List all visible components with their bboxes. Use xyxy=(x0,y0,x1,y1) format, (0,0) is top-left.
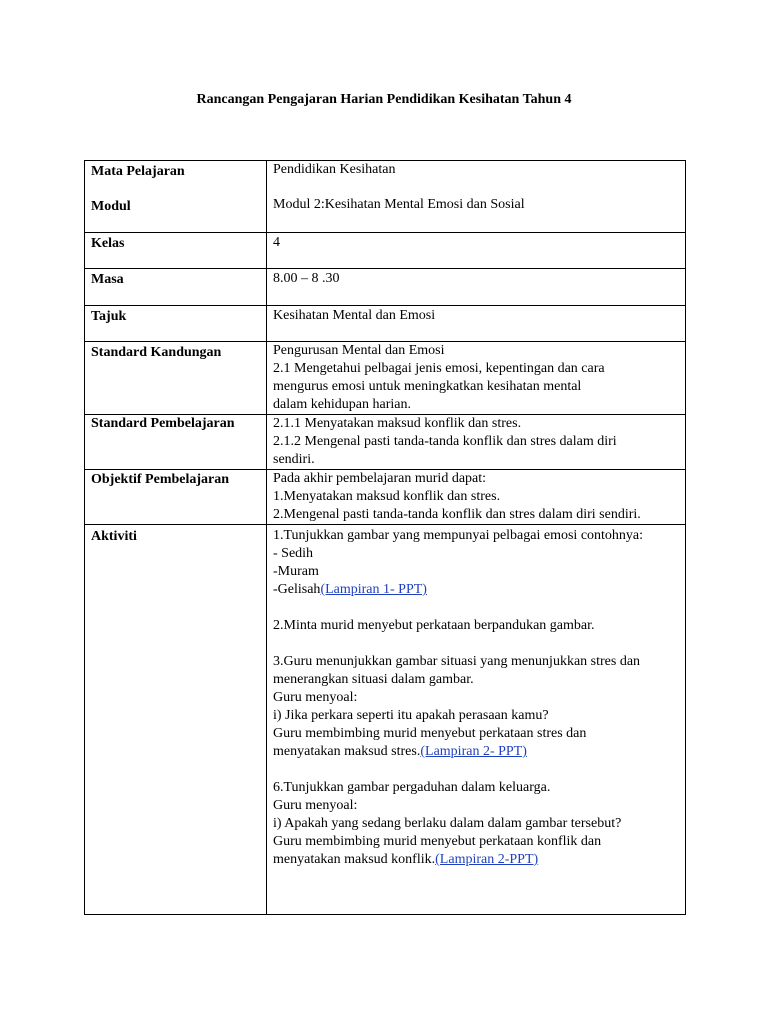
text-line: 2.Mengenal pasti tanda-tanda konflik dan stres dalam diri sendiri. xyxy=(273,507,641,522)
spacer xyxy=(273,599,679,617)
text-line: 1.Tunjukkan gambar yang mempunyai pelbagai emosi contohnya: xyxy=(273,528,644,543)
spacer xyxy=(273,761,679,779)
text-line: 2.Minta murid menyebut perkataan berpandukan gambar. xyxy=(273,618,595,633)
standard-pembelajaran-label-text: Standard Pembelajaran xyxy=(91,416,235,431)
mata-pelajaran-label: Mata Pelajaran xyxy=(91,164,185,179)
tajuk-label-text: Tajuk xyxy=(91,309,127,324)
text-span: menyatakan maksud stres. xyxy=(273,744,421,759)
value-cell xyxy=(267,161,686,233)
lampiran-1-link[interactable]: (Lampiran 1- PPT) xyxy=(320,582,427,597)
text-span: -Gelisah xyxy=(273,582,321,597)
text-line: 1.Menyatakan maksud konflik dan stres. xyxy=(273,489,501,504)
text-line: 6.Tunjukkan gambar pergaduhan dalam keluarga. xyxy=(273,780,551,795)
standard-kandungan-label xyxy=(85,342,267,415)
label-cell xyxy=(85,161,267,233)
text-line: Pengurusan Mental dan Emosi xyxy=(273,343,445,358)
text-line xyxy=(273,581,679,599)
text-line: i) Jika perkara seperti itu apakah perasaan kamu? xyxy=(273,708,549,723)
standard-kandungan-value xyxy=(267,342,686,415)
text-line: Guru membimbing murid menyebut perkataan stres dan xyxy=(273,726,587,741)
tajuk-label xyxy=(85,306,267,342)
modul-label: Modul xyxy=(91,199,131,214)
aktiviti-label-text: Aktiviti xyxy=(91,529,137,544)
text-line: Guru menyoal: xyxy=(273,798,358,813)
aktiviti-value xyxy=(267,525,686,915)
text-line: Pada akhir pembelajaran murid dapat: xyxy=(273,471,487,486)
aktiviti-label xyxy=(85,525,267,915)
kelas-value-text: 4 xyxy=(273,235,280,250)
mata-pelajaran-value: Pendidikan Kesihatan xyxy=(273,162,396,177)
text-span: menyatakan maksud konflik. xyxy=(273,852,436,867)
text-line: -Muram xyxy=(273,564,319,579)
text-line: 3.Guru menunjukkan gambar situasi yang menunjukkan stres dan xyxy=(273,654,641,669)
table-row xyxy=(85,269,686,306)
kelas-value xyxy=(267,233,686,269)
table-row xyxy=(85,342,686,415)
lesson-plan-table xyxy=(84,160,686,915)
kelas-label-text: Kelas xyxy=(91,236,125,251)
table-row xyxy=(85,470,686,525)
text-line xyxy=(273,743,679,761)
masa-value xyxy=(267,269,686,306)
text-line: 2.1 Mengetahui pelbagai jenis emosi, kepentingan dan cara xyxy=(273,361,605,376)
text-line: sendiri. xyxy=(273,452,315,467)
spacer xyxy=(273,635,679,653)
text-line: i) Apakah yang sedang berlaku dalam dalam gambar tersebut? xyxy=(273,816,622,831)
masa-label-text: Masa xyxy=(91,272,124,287)
text-line xyxy=(273,851,679,869)
text-line: menerangkan situasi dalam gambar. xyxy=(273,672,474,687)
document-title: Rancangan Pengajaran Harian Pendidikan Kesihatan Tahun 4 xyxy=(196,92,572,107)
tajuk-value xyxy=(267,306,686,342)
lampiran-2-ppt-link[interactable]: (Lampiran 2-PPT) xyxy=(435,852,539,867)
text-line: dalam kehidupan harian. xyxy=(273,397,412,412)
objektif-value xyxy=(267,470,686,525)
kelas-label xyxy=(85,233,267,269)
text-line: Guru menyoal: xyxy=(273,690,358,705)
text-line: 2.1.2 Mengenal pasti tanda-tanda konflik dan stres dalam diri xyxy=(273,434,617,449)
table-row xyxy=(85,415,686,470)
table-row xyxy=(85,161,686,233)
table-row xyxy=(85,525,686,915)
standard-pembelajaran-value xyxy=(267,415,686,470)
table-row xyxy=(85,306,686,342)
standard-pembelajaran-label xyxy=(85,415,267,470)
text-line: - Sedih xyxy=(273,546,314,561)
tajuk-value-text: Kesihatan Mental dan Emosi xyxy=(273,308,436,323)
objektif-label xyxy=(85,470,267,525)
standard-kandungan-label-text: Standard Kandungan xyxy=(91,345,222,360)
text-line: 2.1.1 Menyatakan maksud konflik dan stres. xyxy=(273,416,522,431)
masa-value-text: 8.00 – 8 .30 xyxy=(273,271,340,286)
objektif-label-text: Objektif Pembelajaran xyxy=(91,472,230,487)
lampiran-2-link[interactable]: (Lampiran 2- PPT) xyxy=(420,744,527,759)
text-line: Guru membimbing murid menyebut perkataan konflik dan xyxy=(273,834,602,849)
text-line: mengurus emosi untuk meningkatkan kesihatan mental xyxy=(273,379,582,394)
table-row xyxy=(85,233,686,269)
modul-value: Modul 2:Kesihatan Mental Emosi dan Sosial xyxy=(273,197,525,212)
masa-label xyxy=(85,269,267,306)
